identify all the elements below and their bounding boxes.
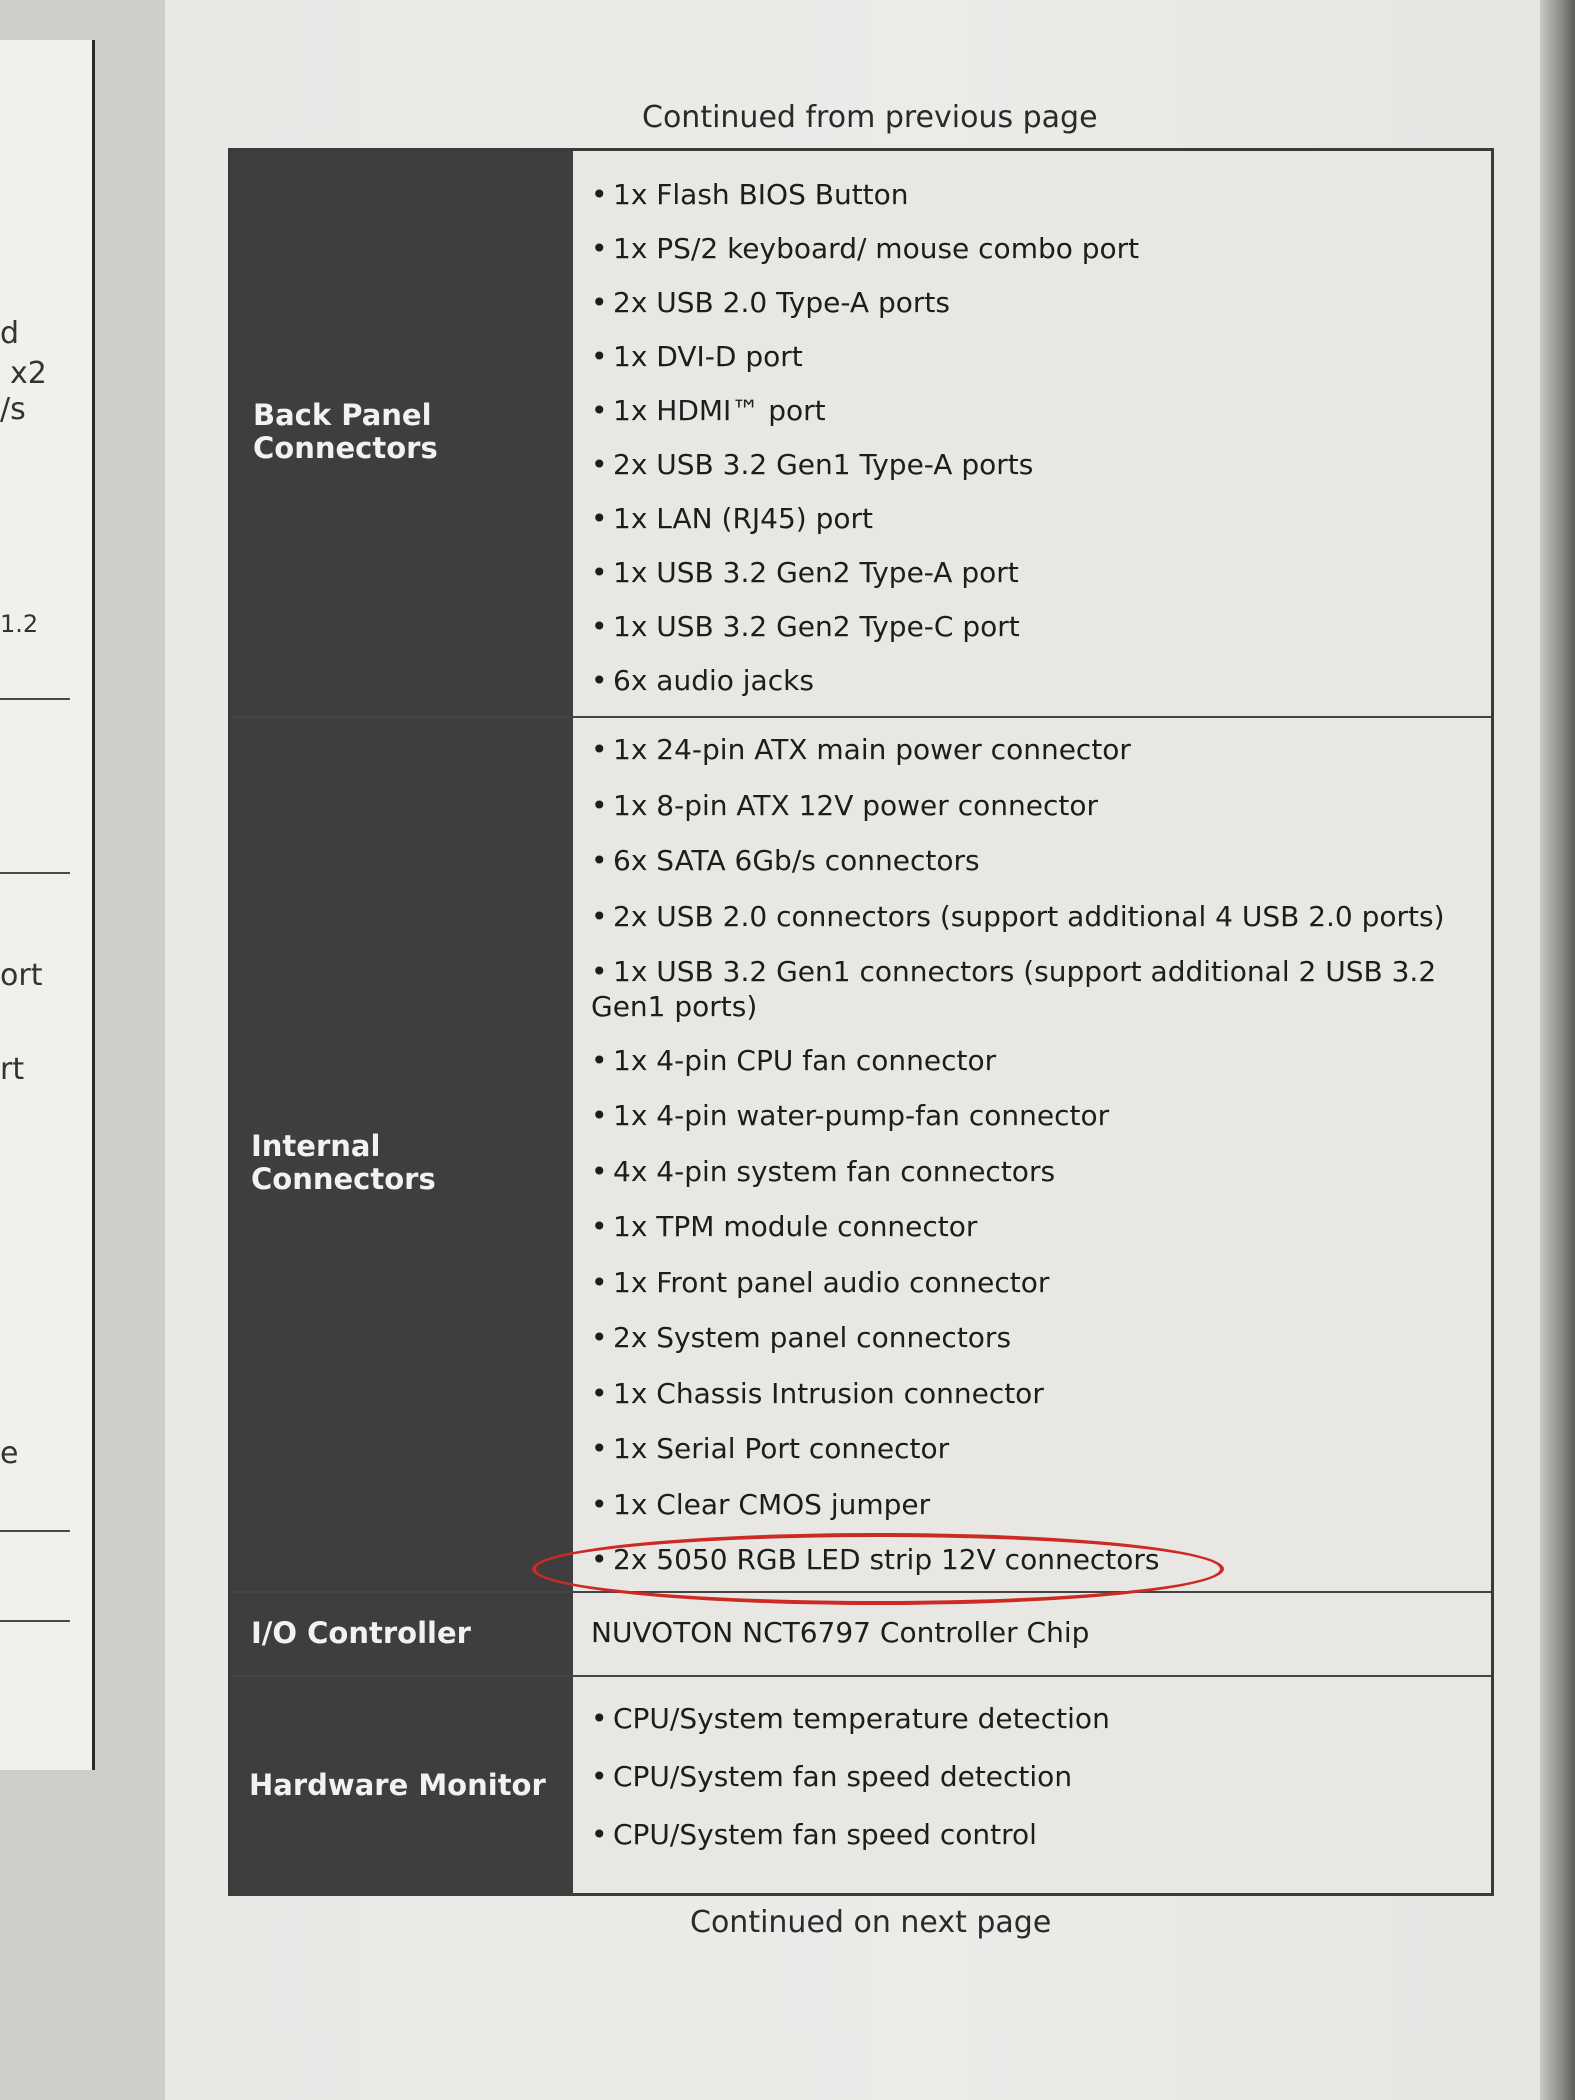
spec-list-item (591, 501, 1491, 555)
section-label: Hardware Monitor (249, 1768, 546, 1802)
spec-item-text: 2x 5050 RGB LED strip 12V connectors (613, 1543, 1160, 1577)
bullet-point: • (591, 1154, 608, 1188)
bullet-point: • (591, 1818, 608, 1851)
left-fragment-rule (0, 1620, 70, 1622)
spec-item-text: CPU/System fan speed control (613, 1818, 1037, 1851)
left-fragment-rule (0, 698, 70, 700)
spec-item-text: 1x 24-pin ATX main power connector (613, 733, 1131, 766)
spec-list-item (591, 843, 1491, 899)
bullet-point: • (591, 1487, 608, 1521)
spec-item-text: 1x USB 3.2 Gen1 connectors (support additional 2 USB 3.2 Gen1 ports) (591, 955, 1437, 1023)
spec-item-text: 1x USB 3.2 Gen2 Type-A port (613, 556, 1019, 589)
spec-item-text: 1x PS/2 keyboard/ mouse combo port (613, 232, 1140, 265)
spec-item-text: 1x Chassis Intrusion connector (613, 1376, 1044, 1410)
continued-from-caption: Continued from previous page (642, 100, 1098, 135)
spec-list-item (591, 1431, 1491, 1487)
spec-item-text: 1x Flash BIOS Button (613, 178, 909, 211)
bullet-point: • (591, 1702, 608, 1735)
spec-list-item (591, 1209, 1491, 1265)
spec-item-text: CPU/System temperature detection (613, 1702, 1110, 1735)
spec-item-text: 2x System panel connectors (613, 1321, 1012, 1355)
spec-row-internal (231, 716, 1491, 1593)
section-label: I/O Controller (251, 1616, 471, 1650)
spec-item-text: 2x USB 2.0 connectors (support additional 4 USB 2.0 ports) (613, 899, 1445, 933)
spec-list-item (591, 339, 1491, 393)
bullet-point: • (591, 955, 608, 988)
left-fragment-text: d (0, 316, 20, 351)
bullet-point: • (591, 448, 608, 481)
spec-list-item (591, 1376, 1491, 1432)
spec-list-item (591, 1098, 1491, 1154)
spec-item-text: 1x Clear CMOS jumper (613, 1487, 931, 1521)
spec-list-item (591, 899, 1491, 955)
bullet-point: • (591, 1432, 608, 1466)
left-fragment-text: /s (0, 392, 26, 427)
row-label-internal (231, 718, 573, 1593)
bullet-point: • (591, 178, 608, 211)
spec-list-item (591, 1043, 1491, 1099)
spec-list-item (591, 663, 1491, 717)
spec-item-text: 6x audio jacks (613, 664, 814, 697)
io-controller-cell (573, 1593, 1491, 1677)
spec-item-text: 1x 4-pin CPU fan connector (613, 1043, 997, 1077)
spec-list-item (591, 231, 1491, 285)
bullet-point: • (591, 556, 608, 589)
spec-item-text: 1x 8-pin ATX 12V power connector (613, 788, 1098, 822)
internal-connector-items (573, 718, 1491, 1593)
bullet-point: • (591, 610, 608, 643)
row-label-io-controller (231, 1593, 573, 1677)
spec-list-item (591, 1154, 1491, 1210)
bullet-point: • (591, 1543, 608, 1577)
spec-list-item (591, 555, 1491, 609)
page-edge (1540, 0, 1575, 2100)
hardware-monitor-items (573, 1677, 1491, 1895)
bullet-point: • (591, 1210, 608, 1244)
bullet-point: • (591, 1265, 608, 1299)
spec-item-text: 1x DVI-D port (613, 340, 803, 373)
red-circle-annotation (532, 1533, 1224, 1605)
spec-item-text: 2x USB 2.0 Type-A ports (613, 286, 950, 319)
left-fragment-text: ort (0, 958, 43, 993)
bullet-point: • (591, 1321, 608, 1355)
spec-list-item (591, 1817, 1491, 1875)
bullet-point: • (591, 394, 608, 427)
bullet-point: • (591, 232, 608, 265)
spec-item-text: CPU/System fan speed detection (613, 1760, 1073, 1793)
spec-list-item (591, 393, 1491, 447)
continued-on-caption: Continued on next page (690, 1905, 1052, 1940)
bullet-point: • (591, 286, 608, 319)
spec-list-item (591, 732, 1491, 788)
left-fragment-rule (0, 1530, 70, 1532)
bullet-point: • (591, 1043, 608, 1077)
bullet-point: • (591, 1760, 608, 1793)
spec-list-item (591, 609, 1491, 663)
spec-list-item (591, 1701, 1491, 1759)
left-fragment-text: 1.2 (0, 610, 39, 638)
left-page-fragment (0, 40, 95, 1770)
spec-item-text: 2x USB 3.2 Gen1 Type-A ports (613, 448, 1034, 481)
spec-item-text: 1x TPM module connector (613, 1210, 978, 1244)
section-label: Back Panel Connectors (253, 398, 438, 466)
bullet-point: • (591, 844, 608, 877)
spec-item-text: 1x 4-pin water-pump-fan connector (613, 1099, 1110, 1133)
spec-list-item (591, 954, 1491, 1043)
bullet-point: • (591, 788, 608, 822)
bullet-point: • (591, 1376, 608, 1410)
bullet-point: • (591, 502, 608, 535)
bullet-point: • (591, 340, 608, 373)
bullet-point: • (591, 733, 608, 766)
spec-list-item (591, 1265, 1491, 1321)
spec-row-hardware-monitor (231, 1675, 1491, 1895)
spec-item-text: 1x HDMI™ port (613, 394, 826, 427)
specifications-table (228, 148, 1494, 1896)
spec-item-text: 4x 4-pin system fan connectors (613, 1154, 1056, 1188)
spec-row-back-panel (231, 151, 1491, 716)
bullet-point: • (591, 899, 608, 933)
bullet-point: • (591, 1099, 608, 1133)
spec-list-item (591, 1759, 1491, 1817)
section-label: Internal Connectors (251, 1129, 436, 1197)
io-controller-value: NUVOTON NCT6797 Controller Chip (591, 1616, 1090, 1649)
spec-list-item (591, 285, 1491, 339)
spec-list-item (591, 788, 1491, 844)
back-panel-items (573, 151, 1491, 716)
left-fragment-text: rt (0, 1052, 25, 1087)
left-fragment-text: x2 (10, 356, 47, 391)
spec-item-text: 1x Front panel audio connector (613, 1265, 1050, 1299)
spec-list-item (591, 177, 1491, 231)
spec-list-item (591, 1487, 1491, 1543)
row-label-hardware-monitor (231, 1677, 573, 1895)
spec-list-item (591, 1320, 1491, 1376)
spec-item-text: 1x Serial Port connector (613, 1432, 950, 1466)
bullet-point: • (591, 664, 608, 697)
spec-list-item (591, 447, 1491, 501)
spec-item-text: 1x USB 3.2 Gen2 Type-C port (613, 610, 1020, 643)
spec-item-text: 1x LAN (RJ45) port (613, 502, 874, 535)
row-label-back-panel (231, 151, 573, 716)
spec-item-text: 6x SATA 6Gb/s connectors (613, 844, 980, 877)
left-fragment-rule (0, 872, 70, 874)
left-fragment-text: e (0, 1436, 19, 1471)
